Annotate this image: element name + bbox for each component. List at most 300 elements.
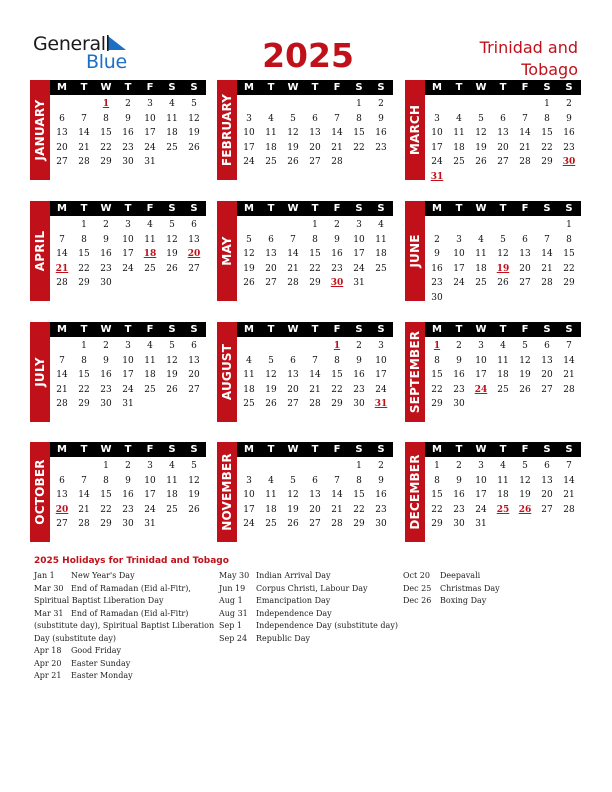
month-june — [405, 201, 581, 301]
holiday-day-cell: 21 — [55, 263, 69, 274]
day-cell: 16 — [100, 249, 112, 259]
day-cell: 13 — [541, 355, 553, 366]
day-cell: 12 — [519, 475, 531, 486]
holiday-item — [34, 658, 214, 671]
weekday-header: S — [543, 444, 551, 455]
day-cell: 11 — [375, 234, 387, 245]
day-cell: 31 — [122, 399, 134, 409]
month-label — [405, 201, 425, 301]
holiday-name: Easter Monday — [71, 671, 133, 680]
holiday-day-cell: 31 — [374, 399, 388, 409]
weekday-header: M — [57, 444, 67, 455]
day-cell: 26 — [188, 504, 200, 515]
day-cell: 5 — [169, 341, 175, 351]
month-label — [30, 201, 50, 301]
day-cell: 22 — [563, 263, 575, 274]
weekday-header-row — [50, 442, 206, 457]
day-cell: 5 — [191, 461, 197, 471]
day-cell: 21 — [331, 142, 343, 153]
weekday-header: T — [124, 324, 132, 335]
day-cell: 23 — [353, 384, 365, 395]
holiday-date: Apr 18 — [34, 646, 62, 655]
holiday-item — [219, 595, 398, 608]
day-cell: 8 — [103, 113, 109, 124]
day-cell: 20 — [519, 263, 531, 274]
day-cell: 8 — [434, 355, 440, 366]
day-cell: 22 — [353, 504, 365, 515]
day-cell: 17 — [144, 128, 156, 138]
day-cell: 5 — [169, 220, 175, 230]
day-cell: 24 — [375, 384, 387, 395]
holiday-name: Christmas Day — [440, 583, 500, 593]
day-cell: 26 — [243, 278, 255, 288]
day-cell: 19 — [188, 128, 200, 138]
day-cell: 22 — [78, 263, 90, 274]
day-cell: 11 — [166, 113, 178, 124]
day-cell: 22 — [431, 384, 443, 395]
day-cell: 11 — [475, 249, 487, 259]
day-cell: 18 — [375, 249, 387, 259]
day-cell: 19 — [265, 384, 277, 395]
weekday-header: S — [190, 82, 198, 93]
weekday-header: W — [287, 203, 299, 214]
weekday-header: F — [333, 82, 341, 93]
day-cell: 17 — [475, 490, 487, 500]
day-cell: 21 — [287, 263, 299, 274]
day-cell: 23 — [375, 142, 387, 153]
day-cell: 5 — [191, 99, 197, 109]
weekday-header: T — [499, 324, 507, 335]
day-cell: 7 — [81, 475, 87, 486]
weekday-header: M — [57, 324, 67, 335]
day-cell: 4 — [500, 461, 506, 471]
holiday-date: Apr 21 — [34, 671, 62, 680]
day-cell: 8 — [334, 355, 340, 366]
day-cell: 6 — [544, 461, 550, 471]
weekday-header-row — [425, 80, 581, 95]
holiday-item — [219, 583, 398, 596]
holiday-column — [219, 570, 398, 645]
month-may — [217, 201, 393, 301]
day-cell: 16 — [431, 263, 443, 274]
month-name: MAY — [220, 236, 234, 266]
day-cell: 23 — [122, 504, 134, 515]
weekday-header: W — [100, 203, 112, 214]
day-cell: 13 — [541, 475, 553, 486]
day-cell: 7 — [566, 341, 572, 351]
day-cell: 18 — [497, 490, 509, 500]
holiday-item — [34, 608, 214, 646]
day-cell: 21 — [541, 263, 553, 274]
holiday-column — [34, 570, 214, 683]
day-cell: 28 — [78, 519, 90, 529]
day-cell: 17 — [122, 249, 134, 259]
day-cell: 4 — [147, 341, 153, 351]
day-cell: 28 — [309, 399, 321, 409]
weekday-header: M — [432, 82, 442, 93]
day-cell: 3 — [125, 220, 131, 230]
holiday-day-cell: 1 — [102, 99, 110, 109]
weekday-header: M — [432, 324, 442, 335]
weekday-header: S — [377, 82, 385, 93]
day-cell: 13 — [309, 490, 321, 500]
holiday-day-cell: 26 — [518, 504, 532, 515]
day-cell: 28 — [56, 399, 68, 409]
month-march — [405, 80, 581, 180]
weekday-header-row — [425, 322, 581, 337]
day-cell: 11 — [144, 234, 156, 245]
day-cell: 3 — [246, 113, 252, 124]
day-cell: 28 — [331, 519, 343, 529]
day-cell: 12 — [166, 234, 178, 245]
day-cell: 29 — [78, 278, 90, 288]
logo-blue-text: Blue — [86, 51, 127, 73]
day-cell: 14 — [563, 355, 575, 366]
day-cell: 24 — [144, 142, 156, 153]
weekday-header-row — [237, 201, 393, 216]
day-cell: 12 — [188, 475, 200, 486]
day-cell: 22 — [100, 142, 112, 153]
day-cell: 20 — [309, 504, 321, 515]
day-cell: 15 — [431, 370, 443, 380]
day-cell: 12 — [287, 490, 299, 500]
weekday-header: T — [499, 82, 507, 93]
day-cell: 5 — [478, 113, 484, 124]
day-cell: 24 — [353, 263, 365, 274]
day-cell: 12 — [497, 249, 509, 259]
weekday-header: M — [244, 82, 254, 93]
day-cell: 13 — [309, 128, 321, 138]
holiday-date: Jun 19 — [219, 583, 246, 593]
day-cell: 7 — [522, 113, 528, 124]
weekday-header: T — [80, 203, 88, 214]
day-cell: 13 — [188, 234, 200, 245]
day-cell: 8 — [356, 113, 362, 124]
day-cell: 10 — [122, 234, 134, 245]
day-cell: 3 — [356, 220, 362, 230]
holiday-name: Easter Sunday — [71, 658, 131, 668]
day-cell: 7 — [290, 234, 296, 245]
day-cell: 26 — [166, 384, 178, 395]
holiday-date: Aug 31 — [219, 608, 248, 618]
day-cell: 16 — [563, 128, 575, 138]
month-name: JULY — [33, 357, 47, 387]
holiday-date: Mar 31 — [34, 608, 64, 618]
day-cell: 22 — [353, 142, 365, 153]
day-cell: 23 — [563, 142, 575, 153]
day-cell: 26 — [475, 157, 487, 167]
day-cell: 9 — [103, 355, 109, 366]
day-cell: 27 — [287, 399, 299, 409]
day-cell: 8 — [434, 475, 440, 486]
day-cell: 6 — [59, 475, 65, 486]
day-cell: 8 — [566, 234, 572, 245]
day-cell: 1 — [356, 99, 362, 109]
weekday-header: T — [267, 203, 275, 214]
country-line-2: Tobago — [521, 60, 578, 79]
holiday-name: Good Friday — [71, 646, 122, 655]
day-cell: 12 — [166, 355, 178, 366]
holiday-date: Sep 1 — [219, 621, 242, 630]
weekday-header: F — [333, 324, 341, 335]
day-cell: 16 — [331, 249, 343, 259]
day-cell: 1 — [103, 461, 109, 471]
holidays-title: 2025 Holidays for Trinidad and Tobago — [34, 556, 229, 566]
day-cell: 15 — [541, 128, 553, 138]
weekday-header: W — [287, 82, 299, 93]
day-cell: 14 — [563, 475, 575, 486]
day-cell: 19 — [243, 263, 255, 274]
day-cell: 29 — [541, 157, 553, 167]
weekday-header: F — [146, 82, 154, 93]
month-label — [30, 442, 50, 542]
weekday-header: S — [355, 324, 363, 335]
day-cell: 18 — [265, 504, 277, 515]
day-cell: 26 — [265, 399, 277, 409]
day-cell: 4 — [169, 461, 175, 471]
day-cell: 6 — [191, 341, 197, 351]
day-cell: 15 — [100, 128, 112, 138]
day-cell: 24 — [475, 504, 487, 515]
day-cell: 12 — [188, 113, 200, 124]
day-cell: 18 — [166, 490, 178, 500]
holiday-item — [219, 570, 398, 583]
month-name: AUGUST — [220, 343, 234, 401]
day-cell: 11 — [497, 355, 509, 366]
day-cell: 20 — [497, 142, 509, 153]
day-cell: 8 — [103, 475, 109, 486]
month-name: FEBRUARY — [220, 93, 234, 167]
month-april — [30, 201, 206, 301]
holiday-column — [403, 570, 500, 608]
day-cell: 12 — [519, 355, 531, 366]
day-cell: 18 — [144, 370, 156, 380]
day-cell: 13 — [519, 249, 531, 259]
day-cell: 6 — [312, 113, 318, 124]
day-cell: 16 — [375, 128, 387, 138]
day-cell: 23 — [453, 384, 465, 395]
weekday-header: T — [80, 324, 88, 335]
weekday-header: W — [100, 324, 112, 335]
day-cell: 30 — [122, 157, 134, 167]
day-cell: 27 — [265, 278, 277, 288]
weekday-header: F — [146, 324, 154, 335]
weekday-header: M — [244, 203, 254, 214]
day-cell: 27 — [541, 384, 553, 395]
holiday-date: Jan 1 — [34, 571, 55, 580]
day-cell: 15 — [431, 490, 443, 500]
day-cell: 8 — [81, 355, 87, 366]
day-cell: 6 — [544, 341, 550, 351]
day-cell: 20 — [56, 142, 68, 153]
day-cell: 14 — [56, 370, 68, 380]
holiday-date: Mar 30 — [34, 583, 64, 593]
holiday-name: Deepavali — [440, 571, 481, 580]
day-cell: 2 — [125, 99, 131, 109]
day-cell: 12 — [475, 128, 487, 138]
holiday-date: Aug 1 — [219, 596, 243, 605]
day-cell: 21 — [331, 504, 343, 515]
day-cell: 3 — [147, 99, 153, 109]
day-cell: 7 — [566, 461, 572, 471]
day-cell: 21 — [563, 370, 575, 380]
weekday-header: S — [377, 203, 385, 214]
month-october — [30, 442, 206, 542]
weekday-header: S — [190, 444, 198, 455]
weekday-header-row — [50, 80, 206, 95]
day-cell: 21 — [309, 384, 321, 395]
day-cell: 8 — [81, 234, 87, 245]
month-name: MARCH — [408, 104, 422, 156]
day-cell: 19 — [287, 504, 299, 515]
day-cell: 6 — [268, 234, 274, 245]
day-cell: 31 — [353, 278, 365, 288]
day-cell: 3 — [378, 341, 384, 351]
weekday-header: W — [475, 203, 487, 214]
day-cell: 11 — [453, 128, 465, 138]
holiday-date: Oct 20 — [403, 571, 430, 580]
day-cell: 23 — [331, 263, 343, 274]
day-cell: 19 — [166, 249, 178, 259]
day-cell: 18 — [166, 128, 178, 138]
weekday-header: T — [124, 82, 132, 93]
day-cell: 5 — [522, 341, 528, 351]
month-label — [217, 442, 237, 542]
day-cell: 17 — [144, 490, 156, 500]
month-name: JUNE — [408, 234, 422, 268]
day-cell: 4 — [169, 99, 175, 109]
day-cell: 17 — [243, 142, 255, 153]
day-cell: 13 — [188, 355, 200, 366]
day-cell: 9 — [566, 113, 572, 124]
weekday-header: W — [475, 82, 487, 93]
day-cell: 27 — [309, 157, 321, 167]
day-cell: 26 — [519, 384, 531, 395]
weekday-header: T — [80, 444, 88, 455]
weekday-header: W — [100, 444, 112, 455]
day-cell: 27 — [188, 263, 200, 274]
day-cell: 17 — [431, 142, 443, 153]
day-cell: 14 — [331, 490, 343, 500]
day-cell: 18 — [475, 263, 487, 274]
day-cell: 2 — [378, 99, 384, 109]
day-cell: 19 — [188, 490, 200, 500]
day-cell: 18 — [497, 370, 509, 380]
day-cell: 14 — [56, 249, 68, 259]
day-cell: 7 — [544, 234, 550, 245]
day-cell: 15 — [563, 249, 575, 259]
weekday-header: S — [168, 444, 176, 455]
day-cell: 2 — [456, 461, 462, 471]
day-cell: 11 — [243, 370, 255, 380]
day-cell: 19 — [519, 370, 531, 380]
day-cell: 23 — [375, 504, 387, 515]
weekday-header: F — [521, 444, 529, 455]
day-cell: 21 — [56, 384, 68, 395]
weekday-header: T — [455, 444, 463, 455]
day-cell: 28 — [541, 278, 553, 288]
day-cell: 27 — [519, 278, 531, 288]
day-cell: 10 — [144, 113, 156, 124]
day-cell: 29 — [100, 519, 112, 529]
month-name: DECEMBER — [408, 454, 422, 530]
holiday-name: Corpus Christi, Labour Day — [256, 583, 368, 593]
day-cell: 25 — [497, 384, 509, 395]
weekday-header: F — [333, 203, 341, 214]
weekday-header: M — [57, 203, 67, 214]
weekday-header: M — [432, 203, 442, 214]
month-july — [30, 322, 206, 422]
day-cell: 20 — [287, 384, 299, 395]
day-cell: 6 — [500, 113, 506, 124]
day-cell: 4 — [456, 113, 462, 124]
day-cell: 7 — [334, 113, 340, 124]
country-title — [428, 37, 578, 81]
day-cell: 16 — [122, 128, 134, 138]
day-cell: 10 — [375, 355, 387, 366]
holiday-name: Emancipation Day — [256, 596, 331, 605]
day-cell: 9 — [378, 113, 384, 124]
day-cell: 13 — [56, 490, 68, 500]
day-cell: 15 — [100, 490, 112, 500]
weekday-header: S — [168, 203, 176, 214]
day-cell: 19 — [287, 142, 299, 153]
holiday-item — [34, 670, 214, 683]
day-cell: 29 — [431, 399, 443, 409]
weekday-header: F — [521, 324, 529, 335]
day-cell: 13 — [287, 370, 299, 380]
holiday-date: Dec 26 — [403, 596, 432, 605]
day-cell: 27 — [541, 504, 553, 515]
holiday-name-continued: (substitute day), Spiritual Baptist Liberation — [34, 621, 215, 630]
day-cell: 28 — [519, 157, 531, 167]
weekday-header: F — [521, 203, 529, 214]
day-cell: 22 — [541, 142, 553, 153]
day-cell: 1 — [81, 341, 87, 351]
day-cell: 22 — [431, 504, 443, 515]
day-cell: 23 — [431, 278, 443, 288]
day-cell: 27 — [56, 519, 68, 529]
weekday-header: S — [355, 444, 363, 455]
day-cell: 27 — [56, 157, 68, 167]
weekday-header: T — [311, 82, 319, 93]
day-cell: 15 — [353, 490, 365, 500]
weekday-header: S — [168, 82, 176, 93]
day-cell: 7 — [59, 234, 65, 245]
day-cell: 15 — [78, 370, 90, 380]
day-cell: 4 — [268, 475, 274, 486]
day-cell: 17 — [475, 370, 487, 380]
day-cell: 26 — [287, 519, 299, 529]
day-cell: 23 — [122, 142, 134, 153]
day-cell: 17 — [122, 370, 134, 380]
weekday-header: S — [565, 324, 573, 335]
day-cell: 17 — [353, 249, 365, 259]
day-cell: 25 — [144, 263, 156, 274]
day-cell: 28 — [56, 278, 68, 288]
day-cell: 30 — [122, 519, 134, 529]
day-cell: 25 — [243, 399, 255, 409]
day-cell: 3 — [478, 341, 484, 351]
weekday-header: S — [565, 444, 573, 455]
day-cell: 15 — [78, 249, 90, 259]
weekday-header: T — [499, 444, 507, 455]
day-cell: 6 — [522, 234, 528, 245]
day-cell: 9 — [334, 234, 340, 245]
day-cell: 20 — [188, 370, 200, 380]
holiday-day-cell: 25 — [496, 504, 510, 515]
weekday-header: T — [267, 82, 275, 93]
